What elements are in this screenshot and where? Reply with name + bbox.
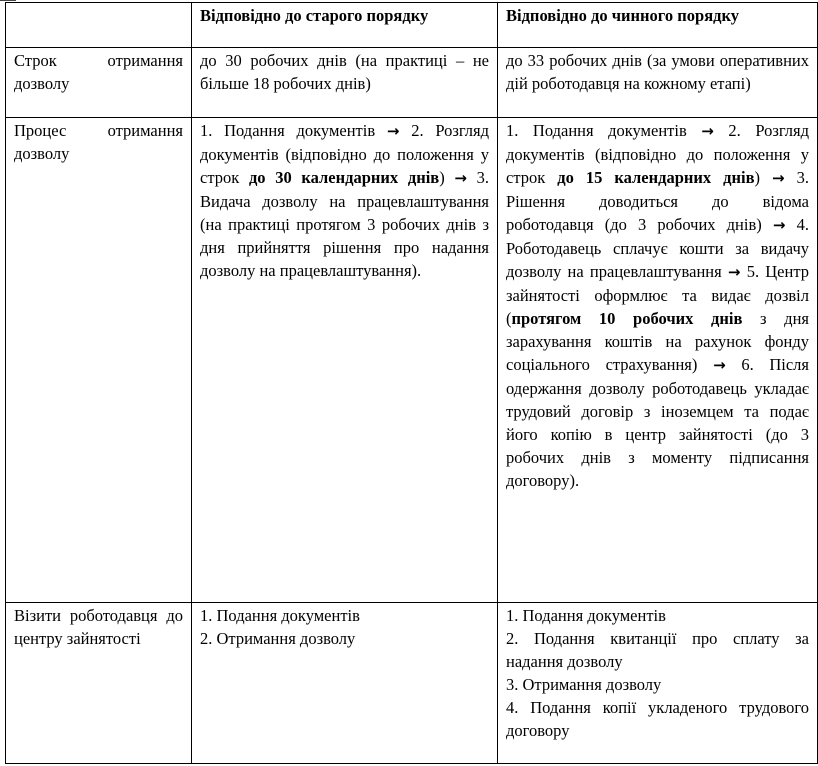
old-step-3: 3. Видача дозволу на працевлаштування (на практиці протягом 3 робочих днів з дня прийняття рішення про надання дозволу на працевлаштування). (200, 168, 490, 280)
row-label-permit-term: Строк отримання дозволу (6, 48, 192, 118)
cell-visits-old (192, 603, 498, 764)
new-step-2-deadline: до 15 календарних днів (557, 168, 755, 187)
arrow-right-icon: → (386, 122, 400, 140)
new-step-1: 1. Подання документів (506, 121, 687, 140)
old-visit-item: 2. Отримання дозволу (200, 629, 356, 648)
old-visit-item: 1. Подання документів (200, 606, 360, 625)
header-current-order: Відповідно до чинного порядку (498, 3, 818, 48)
cell-term-old: до 30 робочих днів (на практиці – не більше 18 робочих днів) (192, 48, 498, 118)
row-visits (6, 603, 818, 764)
new-step-5-tail: з дня зарахування коштів на рахунок фонду соціального страхування) (506, 309, 809, 374)
new-visit-item: 3. Отримання дозволу (506, 675, 662, 694)
header-row (6, 3, 818, 48)
arrow-right-icon: → (713, 356, 726, 374)
new-visit-item: 2. Подання квитанції про сплату за надання дозволу (506, 629, 809, 671)
header-empty-cell (6, 3, 192, 48)
new-step-5-deadline: протягом 10 робочих днів (511, 309, 743, 328)
new-step-3: 3. Рішення доводиться до відома роботодавця (до 3 робочих днів) (506, 168, 810, 234)
row-label-process: Процес отримання дозволу (6, 118, 192, 603)
arrow-right-icon: → (772, 216, 786, 234)
arrow-right-icon: → (772, 169, 785, 187)
cell-process-old: 1. Подання документів → 2. Розгляд документів (відповідно до положення у строк до 30 календарних днів) → 3. Видача дозволу на працевлаштування (на практиці протягом 3 робочих днів з дня прийняття рішення про надання дозволу на працевлаштування). (192, 118, 498, 603)
cell-term-new: до 33 робочих днів (за умови оперативних дій роботодавця на кожному етапі) (498, 48, 818, 118)
old-step-2: 2. Розгляд документів (відповідно до положення у строк (200, 121, 489, 187)
row-label-visits: Візити роботодавця до центру зайнятості (6, 603, 192, 764)
arrow-right-icon: → (454, 169, 467, 187)
new-step-6: 6. Після одержання дозволу роботодавець укладає трудовий договір з іноземцем та подає його копію в центр зайнятості (до 3 робочих днів з моменту підписання договору). (506, 355, 809, 490)
cell-visits-new (498, 603, 818, 764)
row-permit-term (6, 48, 818, 118)
cell-process-new: 1. Подання документів → 2. Розгляд документів (відповідно до положення у строк до 15 календарних днів) → 3. Рішення доводиться до відома роботодавця (до 3 робочих днів) → 4. Роботодавець сплачує кошти за видачу дозволу на працевлаштування → 5. Центр зайнятості оформлює та видає дозвіл (протягом 10 робочих днів з дня зарахування коштів на рахунок фонду соціального страхування) → 6. Після одержання дозволу роботодавець укладає трудовий договір з іноземцем та подає його копію в центр зайнятості (до 3 робочих днів з моменту підписання договору). (498, 118, 818, 603)
new-step-2: 2. Розгляд документів (відповідно до положення у строк (506, 121, 810, 187)
new-visit-item: 4. Подання копії укладеного трудового договору (506, 698, 809, 740)
row-process (6, 118, 818, 603)
old-step-2-deadline: до 30 календарних днів (248, 168, 440, 187)
arrow-right-icon: → (701, 122, 714, 140)
comparison-table (5, 2, 818, 764)
new-step-4: 4. Роботодавець сплачує кошти за видачу дозволу на працевлаштування (506, 215, 809, 281)
header-old-order: Відповідно до старого порядку (192, 3, 498, 48)
new-visit-item: 1. Подання документів (506, 606, 666, 625)
new-step-5: 5. Центр зайнятості оформлює та видає дозвіл ( (506, 262, 809, 328)
old-step-1: 1. Подання документів (200, 121, 376, 140)
arrow-right-icon: → (727, 263, 741, 281)
